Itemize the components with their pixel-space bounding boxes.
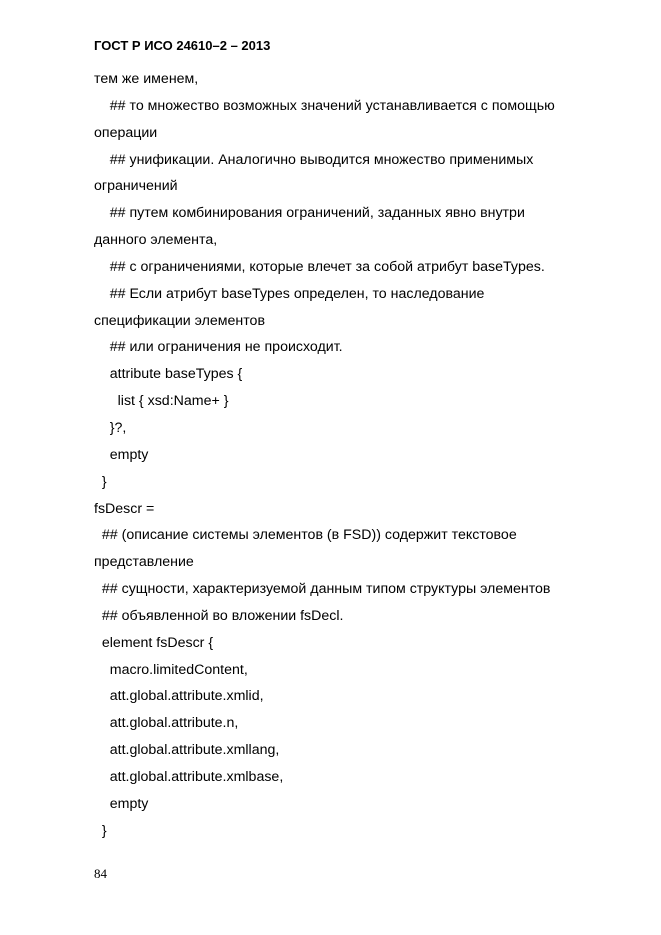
text-line: ## или ограничения не происходит.	[94, 339, 343, 356]
text-line: }?,	[94, 419, 127, 436]
text-line: операции	[94, 124, 158, 141]
text-line: ## унификации. Аналогично выводится множество применимых	[94, 151, 534, 168]
text-line: }	[94, 822, 107, 839]
document-header: ГОСТ Р ИСО 24610–2 – 2013	[94, 38, 271, 53]
text-line: list { xsd:Name+ }	[94, 393, 229, 410]
text-line: ## (описание системы элементов (в FSD)) содержит текстовое	[94, 527, 517, 544]
text-line: ## то множество возможных значений устанавливается с помощью	[94, 97, 555, 114]
text-line: тем же именем,	[94, 71, 199, 87]
text-line: ограничений	[94, 178, 178, 195]
text-line: ## путем комбинирования ограничений, заданных явно внутри	[94, 205, 525, 222]
text-line: данного элемента,	[94, 232, 218, 249]
text-line: empty	[94, 446, 149, 463]
text-line: }	[94, 473, 107, 490]
text-line: att.global.attribute.xmlid,	[94, 688, 264, 705]
text-line: ## Если атрибут baseTypes определен, то наследование	[94, 285, 485, 302]
text-line: ## объявленной во вложении fsDecl.	[94, 607, 344, 624]
text-line: представление	[94, 554, 194, 571]
text-line: macro.limitedContent,	[94, 661, 248, 678]
text-line: ## сущности, характеризуемой данным типом структуры элементов	[94, 581, 551, 598]
text-line: attribute baseTypes {	[94, 366, 243, 383]
text-line: element fsDescr {	[94, 634, 214, 651]
text-line: att.global.attribute.xmllang,	[94, 742, 280, 759]
text-line: att.global.attribute.n,	[94, 715, 239, 732]
text-line: спецификации элементов	[94, 312, 265, 329]
document-body	[94, 66, 634, 844]
text-line: att.global.attribute.xmlbase,	[94, 768, 284, 785]
text-line: ## с ограничениями, которые влечет за собой атрибут baseTypes.	[94, 258, 545, 275]
page-number: 84	[94, 866, 107, 881]
text-line: empty	[94, 795, 149, 812]
text-line: fsDescr =	[94, 500, 155, 517]
